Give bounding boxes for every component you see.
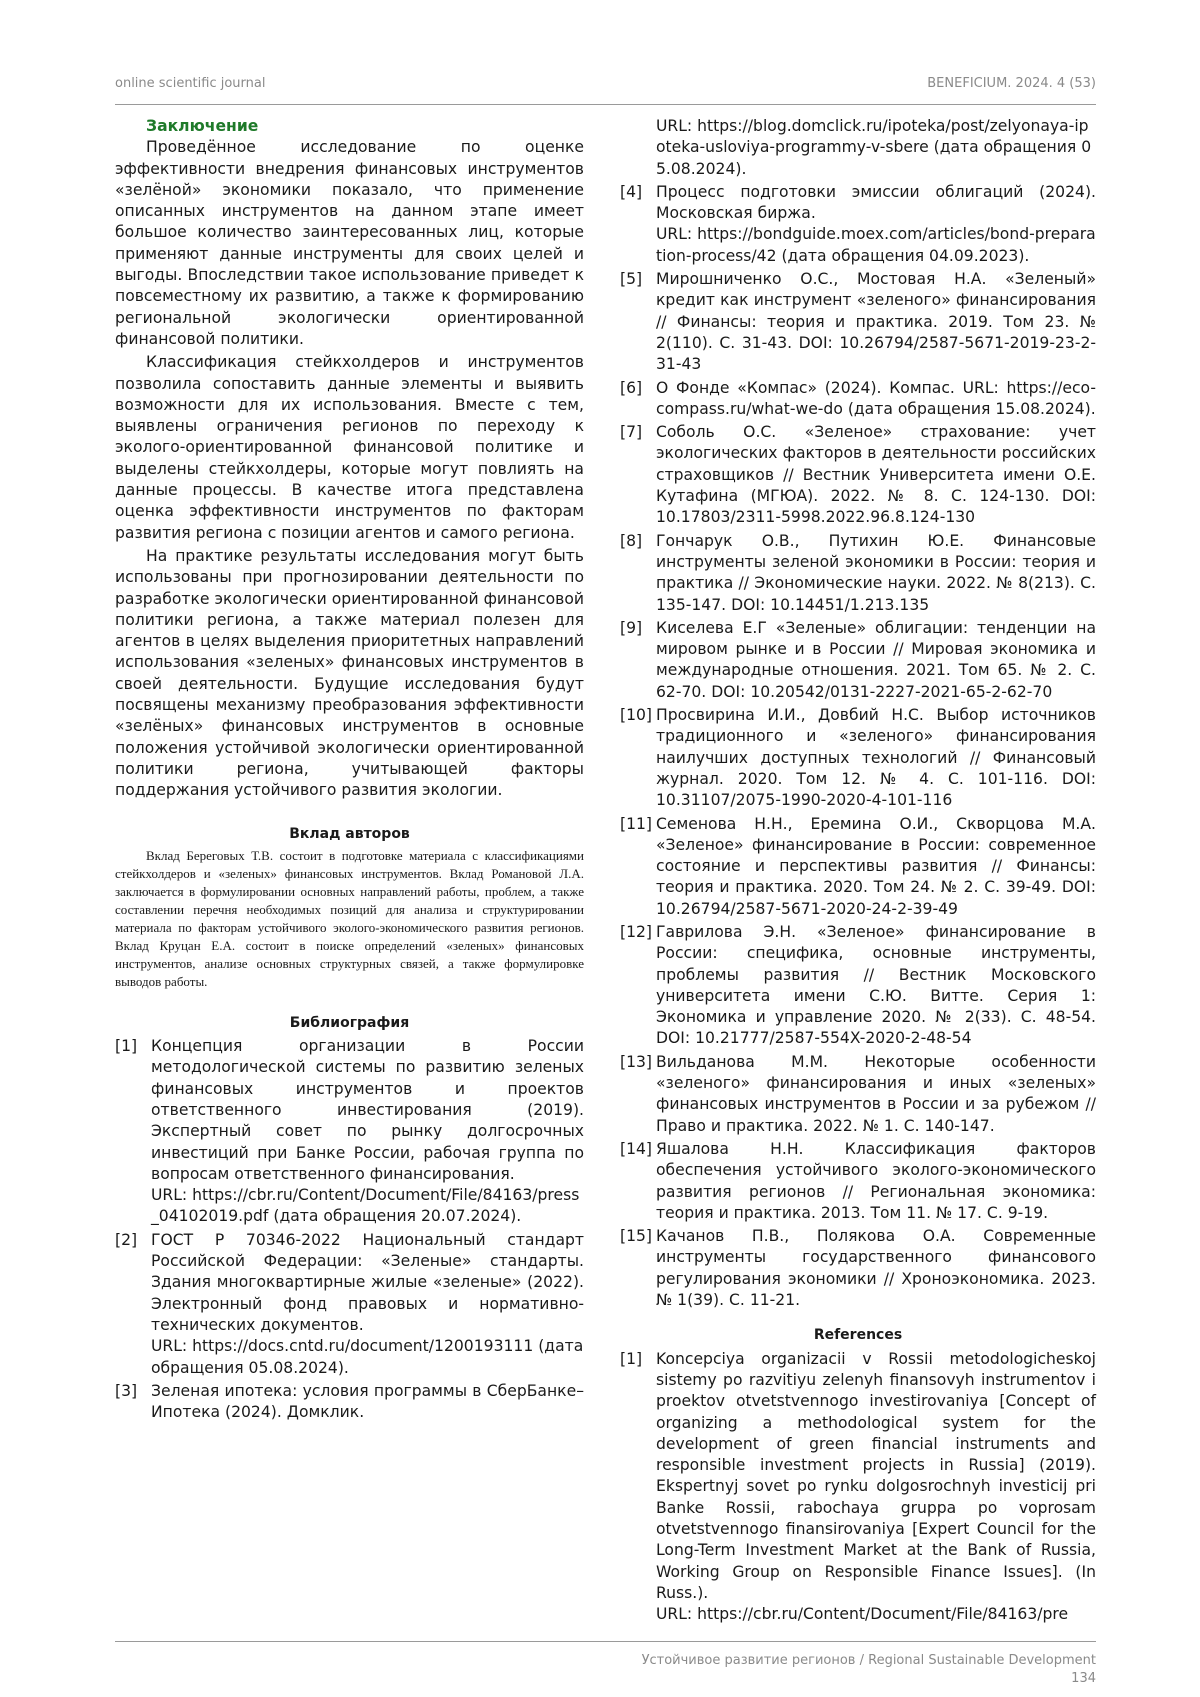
reference-item [620,618,1096,703]
reference-number: [14] [620,1139,653,1158]
reference-text: Мирошниченко О.С., Мостовая Н.А. «Зеленый» кредит как инструмент «зеленого» финансирования // Финансы: теория и практика. 2019. Том 23. № 2(110). С. 31-43. DOI: 10.26794/2587-5671-2019-23-2-31-43 [656,270,1096,374]
bibliography-list [115,1036,584,1423]
reference-item [620,378,1096,421]
reference-number: [13] [620,1052,653,1071]
reference-item [115,1230,584,1379]
reference-item [620,814,1096,920]
reference-item [115,1036,584,1228]
reference-text: Гончарук О.В., Путихин Ю.Е. Финансовые инструменты зеленой экономики в России: теория и практика // Экономические науки. 2022. № 8(213). С. 135-147. DOI: 10.14451/1.213.135 [656,531,1096,614]
reference-number: [10] [620,706,653,725]
references-list [620,1349,1096,1626]
reference-url[interactable]: URL: https://cbr.ru/Content/Document/File/84163/press_04102019.pdf (дата обращения 20.07.2024). [151,1186,580,1226]
contribution-title: Вклад авторов [289,825,410,842]
running-footer [115,1641,1096,1688]
reference-item [620,182,1096,267]
reference-text: Гаврилова Э.Н. «Зеленое» финансирование в России: специфика, основные инструменты, проблемы развития // Вестник Московского университета имени С.Ю. Витте. Серия 1: Экономика и управление 2020. № 2(33). С. 48-54. DOI: 10.21777/2587-554X-2020-2-48-54 [656,922,1096,1048]
reference-number: [6] [620,378,643,397]
reference-url[interactable]: URL: https://cbr.ru/Content/Document/File/84163/pre [656,1605,1069,1624]
reference-number: [15] [620,1227,653,1246]
bibliography-title: Библиография [289,1014,410,1031]
journal-issue: BENEFICIUM. 2024. 4 (53) [927,76,1096,91]
reference-text: О Фонде «Компас» (2024). Компас. URL: https://eco-compass.ru/what-we-do (дата обращения 15.08.2024). [656,378,1096,418]
running-header [115,76,1096,105]
journal-type: online scientific journal [115,76,266,91]
conclusion-paragraph: Проведённое исследование по оценке эффективности внедрения финансовых инструментов «зелёной» экономики показало, что применение описанных инструментов на данном этапе имеет большое количество заинтересованных лиц, которые применяют данные инструменты для своих целей и выгоды. Впоследствии такое использование приведет к повсеместному их развитию, а также к формированию региональной экологически ориентированной финансовой политики. [115,138,584,348]
reference-item [620,531,1096,616]
reference-text: Яшалова Н.Н. Классификация факторов обеспечения устойчивого эколого-экономического развития регионов // Региональная экономика: теория и практика. 2013. Том 11. № 17. С. 9-19. [656,1139,1096,1222]
reference-item [620,116,1096,180]
reference-number: [1] [115,1037,138,1056]
references-title: References [813,1327,903,1344]
reference-text: Вильданова М.М. Некоторые особенности «зеленого» финансирования и иных «зеленых» финансовых инструментов в России и за рубежом // Право и практика. 2022. № 1. С. 140-147. [656,1052,1096,1135]
reference-number: [11] [620,814,653,833]
reference-text: Качанов П.В., Полякова О.А. Современные инструменты государственного финансового регулирования экономики // Хроноэкономика. 2023. № 1(39). С. 11-21. [656,1227,1096,1310]
reference-text: Концепция организации в России методологической системы по развитию зеленых финансовых инструментов и проектов ответственного инвестирования (2019). Экспертный совет по рынку долгосрочных инвестиций при Банке России, рабочая группа по вопросам ответственного финансирования. [151,1037,584,1183]
reference-text: Koncepciya organizacii v Rossii metodologicheskoj sistemy po razvitiyu zelenyh finansovyh instrumentov i proektov otvetstvennogo investirovaniya [Concept of organizing a methodological system for the development of green financial instruments and responsible investment projects in Russia] (2019). Ekspertnyj sovet po rynku dolgosrochnyh investicij pri Banke Rossii, rabochaya gruppa po voprosam otvetstvennogo finansirovaniya [Expert Council for the Long-Term Investment Market at the Bank of Russia, Working Group on Responsible Finance Issues]. (In Russ.). [656,1349,1096,1602]
reference-text: Просвирина И.И., Довбий Н.С. Выбор источников традиционного и «зеленого» финансирования наилучших доступных технологий // Финансовый журнал. 2020. Том 12. № 4. С. 101-116. DOI: 10.31107/2075-1990-2020-4-101-116 [656,706,1096,810]
reference-number: [8] [620,531,643,550]
reference-text: Киселева Е.Г «Зеленые» облигации: тенденции на мировом рынке и в России // Мировая экономика и международные отношения. 2021. Том 65. № 2. С. 62-70. DOI: 10.20542/0131-2227-2021-65-2-62-70 [656,618,1096,701]
reference-number: [1] [620,1349,643,1368]
reference-item [620,1052,1096,1137]
reference-number: [5] [620,270,643,289]
reference-number: [7] [620,423,643,442]
reference-item [620,1226,1096,1311]
reference-text: Соболь О.С. «Зеленое» страхование: учет экологических факторов в деятельности российских страховщиков // Вестник Университета имени О.Е. Кутафина (МГЮА). 2022. № 8. С. 124-130. DOI: 10.17803/2311-5998.2022.96.8.124-130 [656,423,1096,527]
reference-url[interactable]: URL: https://blog.domclick.ru/ipoteka/post/zelyonaya-ipoteka-usloviya-programmy-v-sbere (дата обращения 05.08.2024). [656,117,1092,178]
bibliography-list-continued [620,116,1096,1311]
reference-text: Зеленая ипотека: условия программы в СберБанке–Ипотека (2024). Домклик. [151,1381,584,1422]
contribution-text: Вклад Береговых Т.В. состоит в подготовке материала с классификациями стейкхолдеров и «зеленых» финансовых инструментов. Вклад Романовой Л.А. заключается в формулировании основных направлений работы, проблем, а также составлении перечня необходимых позиций для анализа и структурировании материала по факторам устойчивого эколого-экономического развития регионов. Вклад Круцан Е.А. состоит в поиске определений «зеленых» финансовых инструментов, анализе основных структурных связей, а также формулировке выводов работы. [115,847,584,989]
reference-number: [4] [620,182,643,201]
page-number: 134 [1071,1671,1096,1686]
reference-item [620,422,1096,528]
footer-journal-title: Устойчивое развитие регионов / Regional Sustainable Development [641,1653,1096,1668]
reference-number: [9] [620,618,643,637]
reference-text: Процесс подготовки эмиссии облигаций (2024). Московская биржа. [656,182,1096,223]
reference-text: Семенова Н.Н., Еремина О.И., Скворцова М.А. «Зеленое» финансирование в России: современное состояние и перспективы развития // Финансы: теория и практика. 2020. Том 24. № 2. С. 39-49. DOI: 10.26794/2587-5671-2020-24-2-39-49 [656,814,1096,918]
reference-item [620,705,1096,811]
reference-url[interactable]: URL: https://docs.cntd.ru/document/1200193111 (дата обращения 05.08.2024). [151,1337,584,1377]
reference-item [620,922,1096,1050]
conclusion-paragraph: Классификация стейкхолдеров и инструментов позволила сопоставить данные элементы и выявить возможности для их использования. Вместе с тем, выявлены ограничения регионов по переходу к эколого-ориентированной финансовой политике и выделены стейкхолдеры, которые могут повлиять на данные процессы. В качестве итога представлена оценка эффективности инструментов по факторам развития региона с позиции агентов и самого региона. [115,353,584,542]
reference-text: ГОСТ Р 70346-2022 Национальный стандарт Российской Федерации: «Зеленые» стандарты. Здания многоквартирные жилые «зеленые» (2022). Электронный фонд правовых и нормативно-технических документов. [151,1230,584,1334]
reference-item [115,1381,584,1424]
reference-item [620,269,1096,375]
reference-number: [3] [115,1381,138,1400]
conclusion-paragraph: На практике результаты исследования могут быть использованы при прогнозировании деятельности по разработке экологически ориентированной финансовой политики региона, а также материал полезен для агентов в целях выделения приоритетных направлений использования «зеленых» финансовых инструментов в своей деятельности. Будущие исследования будут посвящены механизму преобразования эффективности «зелёных» финансовых инструментов в основные положения устойчивой экологически ориентированной политики региона, учитывающей факторы поддержания устойчивого развития экологии. [115,546,584,800]
reference-number: [12] [620,922,653,941]
left-column [115,116,584,1425]
reference-url[interactable]: URL: https://bondguide.moex.com/articles/bond-preparation-process/42 (дата обращения 04.09.2023). [656,225,1096,265]
reference-item [620,1349,1096,1626]
reference-item [620,1139,1096,1224]
right-column [620,116,1096,1627]
reference-number: [2] [115,1230,138,1249]
conclusion-title: Заключение [146,117,259,135]
